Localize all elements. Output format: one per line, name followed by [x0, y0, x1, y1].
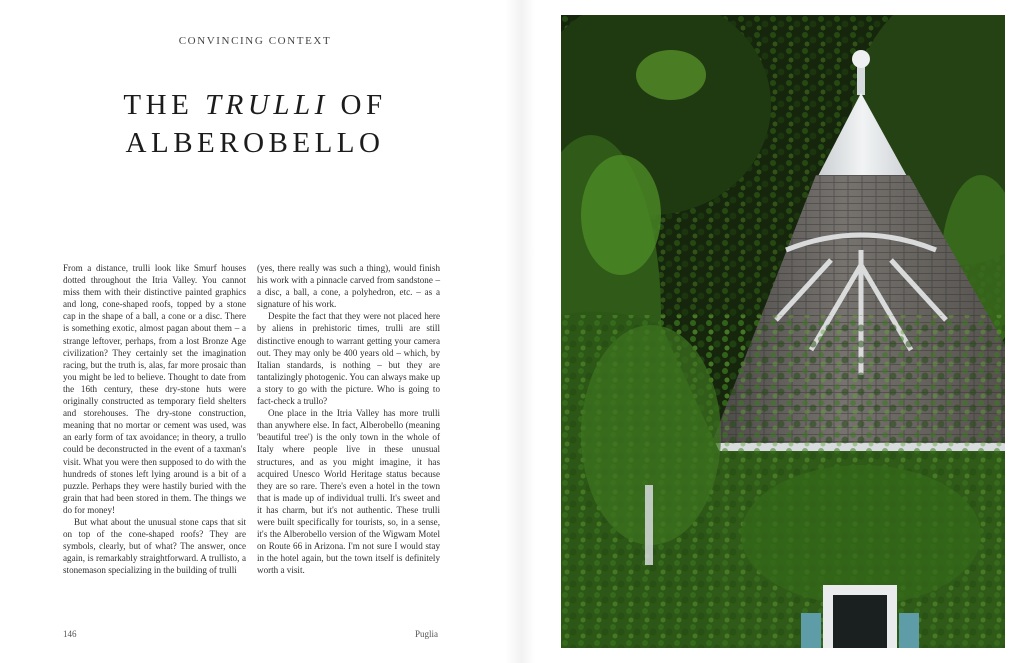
paragraph: Despite the fact that they were not placed here by aliens in prehistoric times, trulli are still distinctive enough to warrant getting your camera out. They may only be 400 years old – which, by Italian standards, is nothing – but they are tantalizingly photogenic. You can always make up a story to go with the picture. Who is going to fact-check a trullo?: [257, 311, 440, 407]
section-label: CONVINCING CONTEXT: [178, 35, 332, 47]
window-shutter-right: [899, 613, 919, 648]
title-word-of: OF: [328, 89, 387, 121]
body-column-1: [63, 262, 246, 576]
running-footer-region: Puglia: [415, 629, 439, 639]
pinnacle-ball: [852, 50, 870, 68]
title-word-the: THE: [123, 89, 206, 121]
page-title: [60, 86, 450, 162]
paragraph: From a distance, trulli look like Smurf houses dotted throughout the Itria Valley. You cannot miss them with their distinctive painted graphics and long, cone-shaped roofs, topped by a stone cap in the shape of a ball, a cone or a disc. There is something exotic, almost pagan about them – a strange leftover, perhaps, from a lost Bronze Age civilization? They certainly set the imagination racing, but the truth is, alas, far more prosaic than you might be led to believe. Thought to date from the 16th century, these dry-stone huts were originally constructed as temporary field shelters and storehouses. The dry-stone construction, meaning that no mortar or cement was used, was an early form of tax avoidance; in theory, a trullo could be deconstructed in the event of a taxman's visit. What you were then supposed to do with the hundreds of stones left lying around is a bit of a puzzle. Perhaps they were hastily buried with the grain that had been stored in them. The things we do for money!: [63, 263, 246, 515]
paragraph: One place in the Itria Valley has more trulli than anywhere else. In fact, Alberobello (meaning 'beautiful tree') is the only town in the whole of Italy where people live in these unusual structures, and as you might imagine, it has acquired Unesco World Heritage status because they are so rare. There's even a hotel in the town that is made up of individual trulli. It's sweet and it has charm, but it's not authentic. These trulli were built specifically for tourists, so, in a sense, it's the Alberobello version of the Wigwam Motel on Route 66 in Arizona. I'm not sure I would stay in the hotel again, but the town itself is definitely worth a visit.: [257, 408, 440, 576]
title-line-1: [123, 89, 386, 121]
body-column-2: [257, 262, 440, 576]
window-pane: [833, 595, 887, 648]
page-gutter-shadow: [505, 0, 535, 663]
paragraph: But what about the unusual stone caps that sit on top of the cone-shaped roofs? They are symbols, clearly, but of what? The answer, once again, is remarkably straightforward. A trullisto, a stonemason specializing in the building of trulli: [63, 516, 246, 576]
title-line-2: ALBEROBELLO: [125, 127, 385, 159]
page-number: 146: [63, 629, 77, 639]
window-shutter-left: [801, 613, 821, 648]
paragraph: (yes, there really was such a thing), would finish his work with a pinnacle carved from sandstone – a disc, a ball, a cone, a polyhedron, etc. – as a signature of his work.: [257, 263, 440, 310]
title-word-trulli: TRULLI: [205, 89, 329, 121]
trullo-photograph: [561, 15, 1005, 648]
